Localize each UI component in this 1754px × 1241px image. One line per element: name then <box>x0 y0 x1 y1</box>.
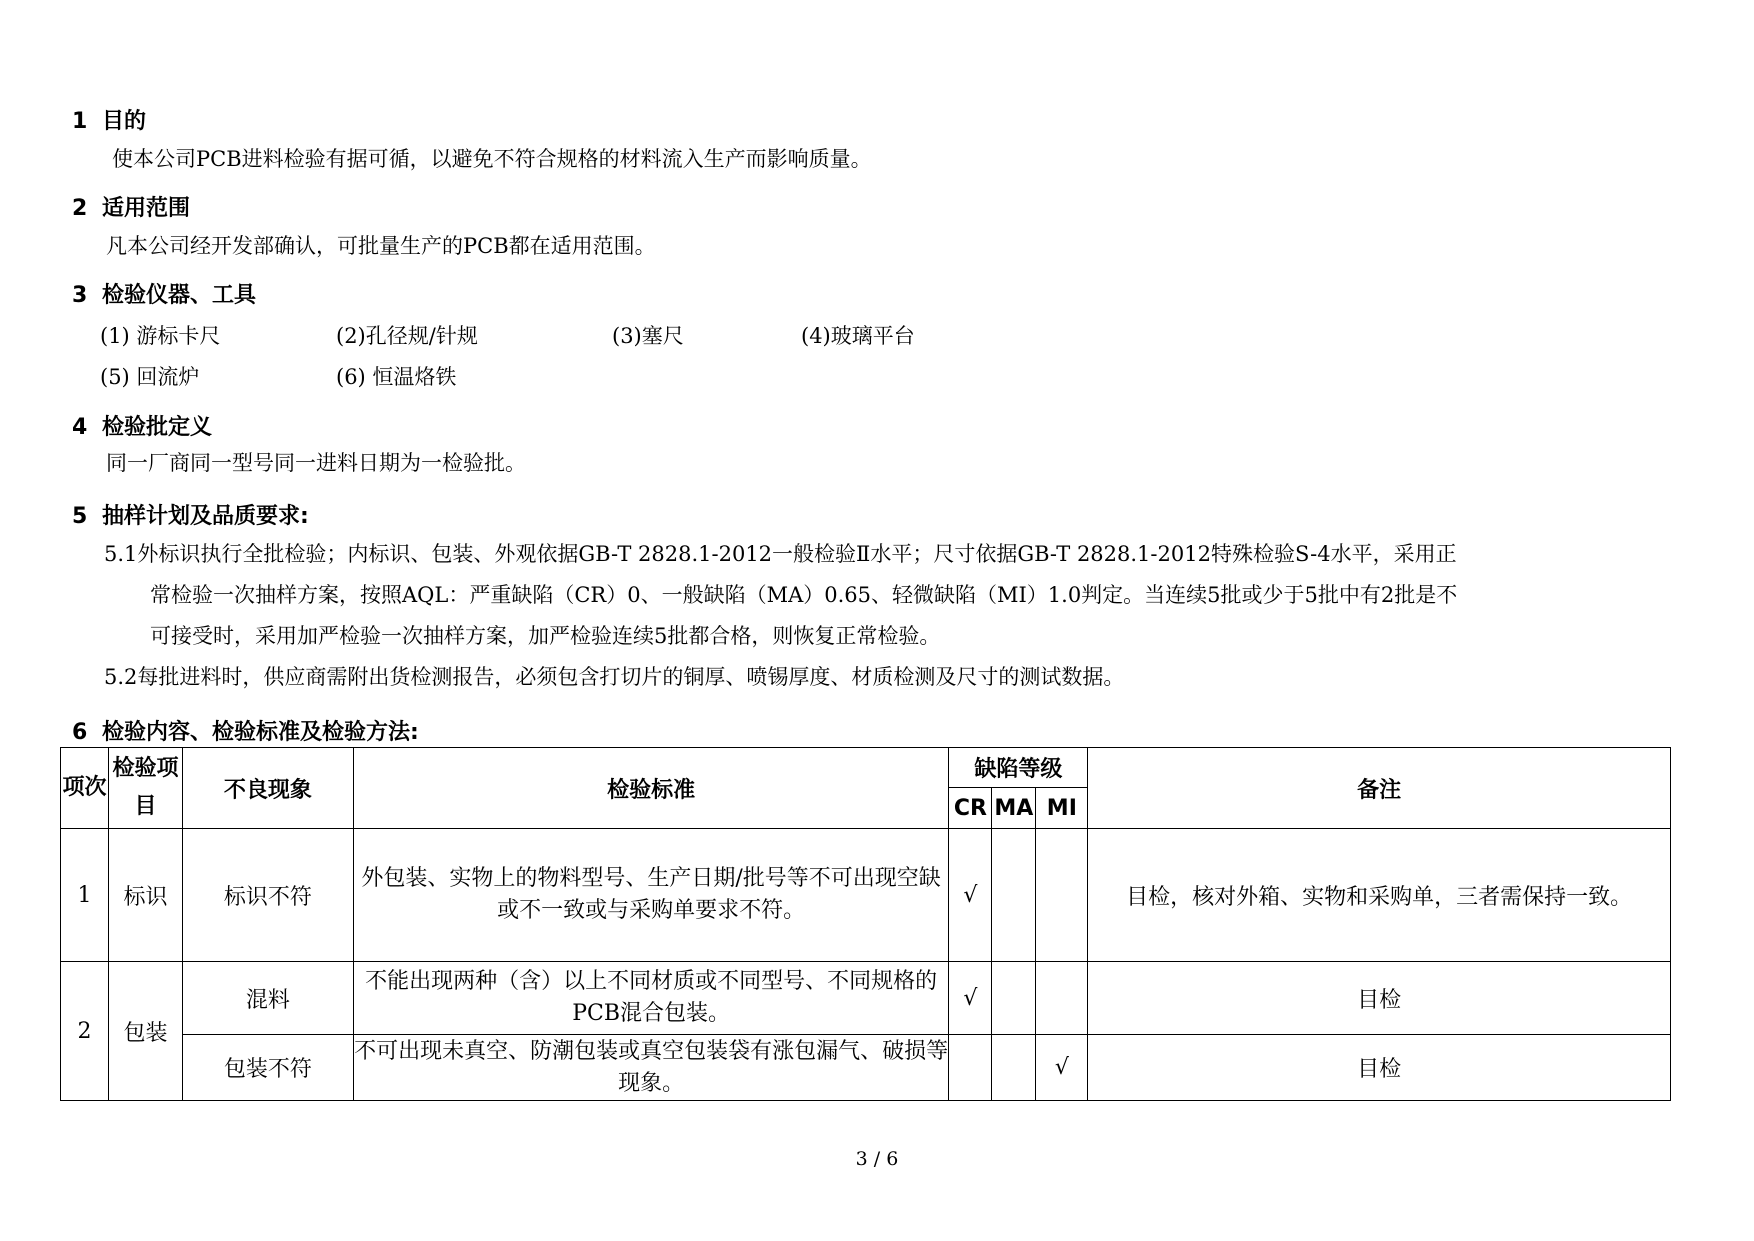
section-5-1-line: 可接受时，采用加严检验一次抽样方案，加严检验连续5批都合格，则恢复正常检验。 <box>150 624 941 648</box>
section-4-title: 4 检验批定义 <box>72 415 213 440</box>
cell-defect: 混料 <box>182 962 353 1035</box>
section-5-title: 5 抽样计划及品质要求: <box>72 504 309 529</box>
header-cr: CR <box>949 788 992 829</box>
cell-no: 2 <box>61 962 109 1101</box>
table-row <box>61 829 1671 962</box>
header-item-no: 项次 <box>61 748 109 829</box>
cell-cr: √ <box>949 962 992 1035</box>
cell-no: 1 <box>61 829 109 962</box>
header-standard: 检验标准 <box>353 748 949 829</box>
cell-remark: 目检 <box>1088 962 1671 1035</box>
tool-item: (1) 游标卡尺 <box>100 324 221 348</box>
cell-ma <box>992 1035 1036 1101</box>
header-defect: 不良现象 <box>182 748 353 829</box>
tool-item: (2)孔径规/针规 <box>336 324 478 348</box>
cell-ma <box>992 962 1036 1035</box>
section-5-1-line: 5.1外标识执行全批检验；内标识、包装、外观依据GB-T 2828.1-2012一般检验Ⅱ水平；尺寸依据GB-T 2828.1-2012特殊检验S-4水平，采用正 <box>104 542 1457 566</box>
header-remark: 备注 <box>1088 748 1671 829</box>
section-4-text: 同一厂商同一型号同一进料日期为一检验批。 <box>106 451 526 475</box>
page-number: 3 / 6 <box>855 1148 899 1170</box>
table-row <box>61 962 1671 1035</box>
cell-ma <box>992 829 1036 962</box>
header-item: 检验项目 <box>108 748 182 829</box>
cell-mi: √ <box>1036 1035 1088 1101</box>
section-1-title: 1 目的 <box>72 109 147 134</box>
tool-item: (5) 回流炉 <box>100 365 200 389</box>
cell-standard: 外包装、实物上的物料型号、生产日期/批号等不可出现空缺或不一致或与采购单要求不符。 <box>353 829 949 962</box>
section-1-text: 使本公司PCB进料检验有据可循，以避免不符合规格的材料流入生产而影响质量。 <box>112 147 872 171</box>
cell-defect: 标识不符 <box>182 829 353 962</box>
cell-remark: 目检 <box>1088 1035 1671 1101</box>
cell-standard: 不能出现两种（含）以上不同材质或不同型号、不同规格的PCB混合包装。 <box>353 962 949 1035</box>
section-2-text: 凡本公司经开发部确认，可批量生产的PCB都在适用范围。 <box>106 234 656 258</box>
cell-standard: 不可出现未真空、防潮包装或真空包装袋有涨包漏气、破损等现象。 <box>353 1035 949 1101</box>
tool-item: (6) 恒温烙铁 <box>336 365 457 389</box>
table-row <box>61 1035 1671 1101</box>
header-defect-grade: 缺陷等级 <box>949 748 1088 788</box>
tool-item: (3)塞尺 <box>612 324 684 348</box>
inspection-table <box>60 747 1671 1101</box>
section-5-1-line: 常检验一次抽样方案，按照AQL：严重缺陷（CR）0、一般缺陷（MA）0.65、轻微缺陷（MI）1.0判定。当连续5批或少于5批中有2批是不 <box>150 583 1458 607</box>
section-5-2-text: 5.2每批进料时，供应商需附出货检测报告，必须包含打切片的铜厚、喷锡厚度、材质检测及尺寸的测试数据。 <box>104 665 1125 689</box>
header-mi: MI <box>1036 788 1088 829</box>
section-6-title: 6 检验内容、检验标准及检验方法: <box>72 720 419 745</box>
header-ma: MA <box>992 788 1036 829</box>
cell-mi <box>1036 829 1088 962</box>
cell-defect: 包装不符 <box>182 1035 353 1101</box>
cell-item: 标识 <box>108 829 182 962</box>
cell-cr: √ <box>949 829 992 962</box>
cell-remark: 目检，核对外箱、实物和采购单，三者需保持一致。 <box>1088 829 1671 962</box>
cell-item: 包装 <box>108 962 182 1101</box>
tool-item: (4)玻璃平台 <box>801 324 915 348</box>
cell-mi <box>1036 962 1088 1035</box>
section-3-title: 3 检验仪器、工具 <box>72 283 257 308</box>
section-2-title: 2 适用范围 <box>72 196 191 221</box>
cell-cr <box>949 1035 992 1101</box>
